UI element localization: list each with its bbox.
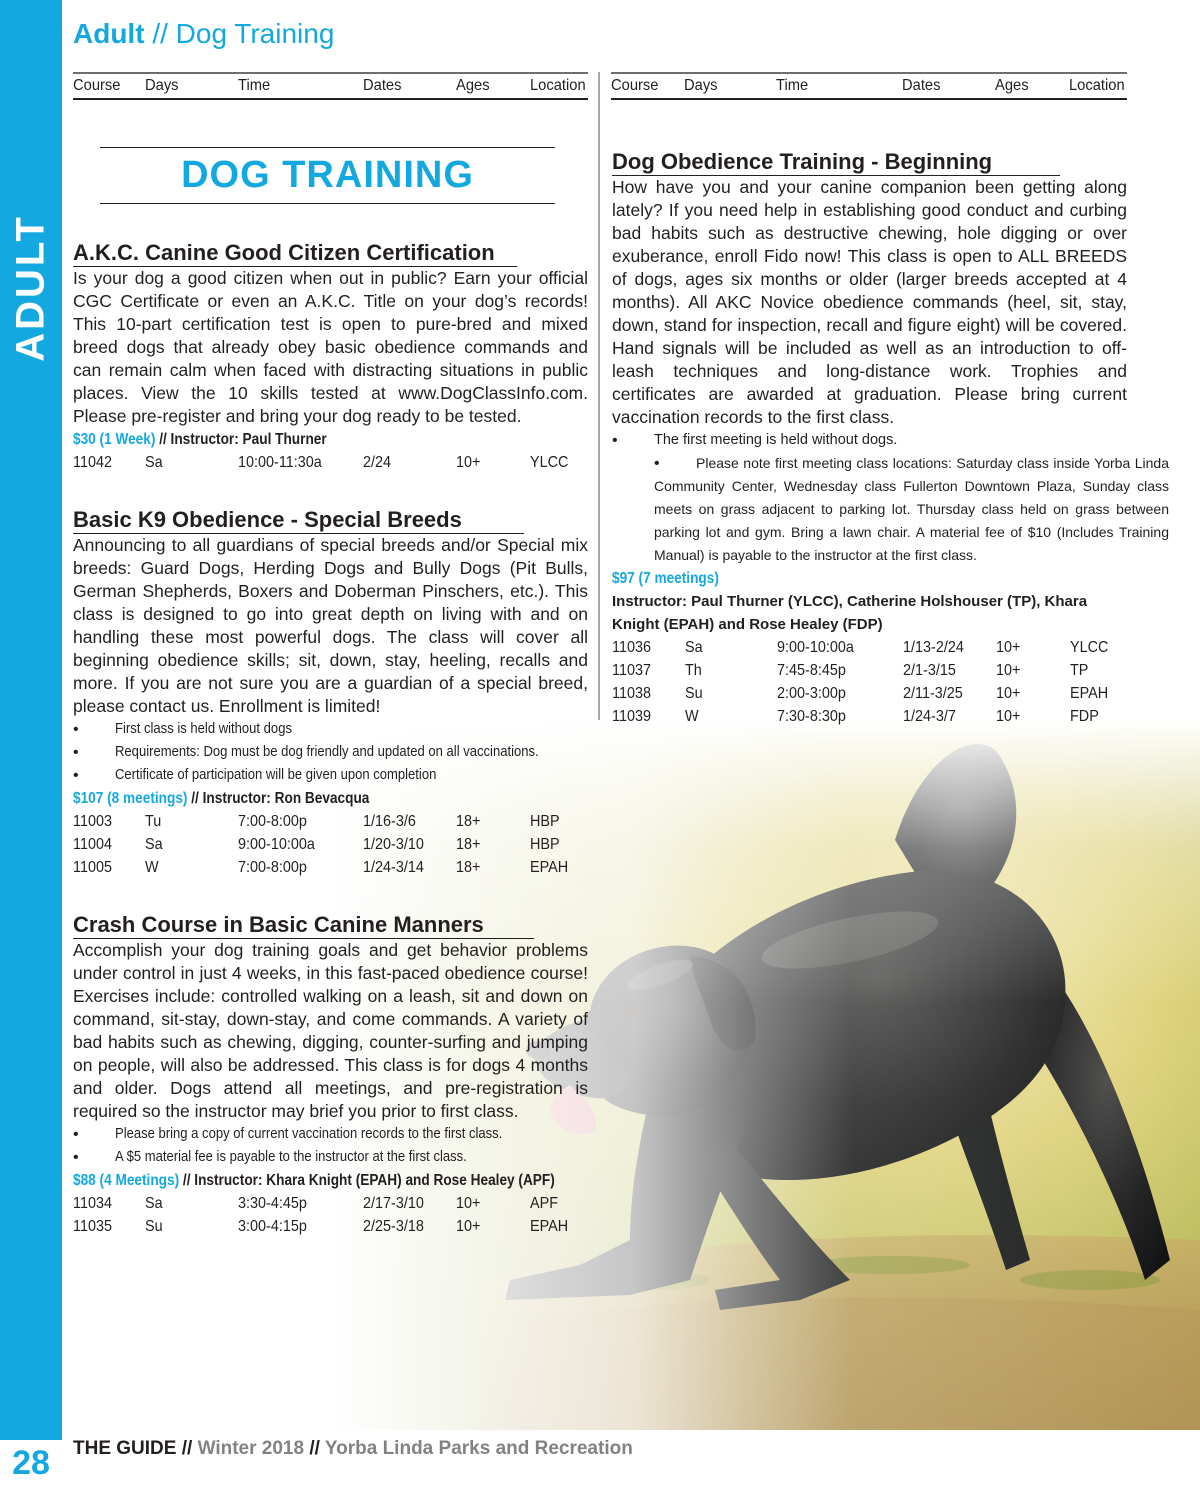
session-row: 11035 Su 3:00-4:15p 2/25-3/18 10+ EPAH <box>73 1218 569 1235</box>
course-price-line <box>73 787 588 810</box>
column-dates: Dates <box>363 77 402 94</box>
session-row: 11034 Sa 3:30-4:45p 2/17-3/10 10+ APF <box>73 1195 559 1212</box>
session-row <box>73 451 588 474</box>
footer-separator: // <box>304 1438 325 1459</box>
course-bullets <box>73 1123 588 1169</box>
footer-separator: // <box>176 1438 198 1459</box>
course-bullets <box>73 718 588 787</box>
column-header-left <box>73 72 588 100</box>
column-ages: Ages <box>456 77 490 94</box>
bullet-item: • Certificate of participation will be given upon completion <box>73 764 588 787</box>
session-row: 11004 Sa 9:00-10:00a 1/20-3/10 18+ HBP <box>73 836 560 853</box>
column-location: Location <box>530 77 586 94</box>
course-bullets <box>612 429 1169 567</box>
breadcrumb <box>73 18 334 50</box>
course-instructor: Instructor: Paul Thurner (YLCC), Catherine Holshouser (TP), Khara Knight (EPAH) and Rose Healey (FDP) <box>612 593 1088 633</box>
course-price-line <box>73 1169 588 1192</box>
column-time: Time <box>776 77 809 94</box>
session-ages: 10+ <box>456 454 481 471</box>
section-banner-title: DOG TRAINING <box>181 154 474 196</box>
bullet-item: • First class is held without dogs <box>73 718 588 741</box>
course-description: How have you and your canine companion been getting along lately? If you need help in establishing good conduct and curbing bad habits such as destructive chewing, hole digging or over exuberance, enroll Fido now! This class is open to ALL BREEDS of dogs, ages six months or older (larger breeds accepted at 4 months). All AKC Novice obedience commands (heel, sit, stay, down, stand for inspection, recall and figure eight) will be covered. Hand signals will be included as well as an introduction to off-leash techniques and long-distance work. Trophies and certificates are awarded at graduation. Please bring current vaccination records to the first class. <box>612 177 1127 427</box>
course-title: Basic K9 Obedience - Special Breeds <box>73 507 524 534</box>
course-instructor: // Instructor: Ron Bevacqua <box>187 790 370 807</box>
session-course: 11042 <box>73 454 112 471</box>
column-location: Location <box>1069 77 1125 94</box>
column-header-right <box>611 72 1127 100</box>
column-course: Course <box>611 77 659 94</box>
course-title: Dog Obedience Training - Beginning <box>612 149 1060 176</box>
session-row: 11005 W 7:00-8:00p 1/24-3/14 18+ EPAH <box>73 859 569 876</box>
session-location: YLCC <box>530 454 569 471</box>
session-row: 11039 W 7:30-8:30p 1/24-3/7 10+ FDP <box>612 708 1099 725</box>
session-dates: 2/24 <box>363 454 392 471</box>
breadcrumb-section: Adult <box>73 18 145 49</box>
course-crash-course <box>73 912 588 1238</box>
course-description: Announcing to all guardians of special breeds and/or Special mix breeds: Guard Dogs, Herding Dogs and Bully Dogs (Pit Bulls, German Shepherds, Boxers and Doberman Pinschers, etc.). This class is designed to go into great depth on living with and on handling these most powerful dogs. The class will cover all beginning obedience skills; sit, down, stay, heeling, recalls and more. If you are not sure you are a guardian of a special breed, please contact us. Enrollment is limited! <box>73 535 588 716</box>
session-day: Sa <box>145 454 163 471</box>
session-row: 11003 Tu 7:00-8:00p 1/16-3/6 18+ HBP <box>73 813 560 830</box>
course-description: Is your dog a good citizen when out in public? Earn your official CGC Certificate or even an A.K.C. Title on your dog’s records! This 10-part certification test is open to pure-bred and mixed breed dogs that already obey basic obedience commands and can remain calm when faced with distracting situations in public places. View the 10 skills tested at www.DogClassInfo.com. Please pre-register and bring your dog ready to be tested. <box>73 268 588 426</box>
footer-season: Winter 2018 <box>197 1438 305 1459</box>
course-price: $97 (7 meetings) <box>612 570 719 587</box>
course-price: $88 (4 Meetings) <box>73 1172 180 1189</box>
section-side-label: ADULT <box>8 214 53 362</box>
column-days: Days <box>145 77 179 94</box>
column-dates: Dates <box>902 77 941 94</box>
course-dog-obedience-beginning <box>612 149 1169 728</box>
course-price: $107 (8 meetings) <box>73 790 188 807</box>
course-title: A.K.C. Canine Good Citizen Certification <box>73 240 517 267</box>
course-title: Crash Course in Basic Canine Manners <box>73 912 534 939</box>
session-time: 10:00-11:30a <box>238 454 322 471</box>
bullet-item: • The first meeting is held without dogs. <box>612 429 1127 452</box>
bullet-item: • Requirements: Dog must be dog friendly and updated on all vaccinations. <box>73 741 588 764</box>
course-price-line <box>73 428 588 451</box>
course-instructor: // Instructor: Paul Thurner <box>155 431 327 448</box>
bullet-item: • A $5 material fee is payable to the instructor at the first class. <box>73 1146 588 1169</box>
column-ages: Ages <box>995 77 1029 94</box>
breadcrumb-topic: Dog Training <box>175 18 335 49</box>
banner-rule-bottom <box>100 203 555 204</box>
breadcrumb-separator: // <box>152 18 168 49</box>
course-k9-special-breeds <box>73 507 588 879</box>
course-price: $30 (1 Week) <box>73 431 156 448</box>
page-footer <box>73 1438 633 1460</box>
session-row: 11036 Sa 9:00-10:00a 1/13-2/24 10+ YLCC <box>612 639 1109 656</box>
bullet-item: • Please note first meeting class locations: Saturday class inside Yorba Linda Community Center, Wednesday class Fullerton Downtown Plaza, Sunday class meets on grass adjacent to parking lot. Thursday class held on grass between parking lot and gym. Bring a lawn chair. A material fee of $10 (Includes Training Manual) is payable to the instructor at the first class. <box>612 452 1127 567</box>
bullet-item: • Please bring a copy of current vaccination records to the first class. <box>73 1123 588 1146</box>
column-time: Time <box>238 77 271 94</box>
column-days: Days <box>684 77 718 94</box>
column-divider <box>598 72 600 722</box>
session-row: 11038 Su 2:00-3:00p 2/11-3/25 10+ EPAH <box>612 685 1109 702</box>
session-row: 11037 Th 7:45-8:45p 2/1-3/15 10+ TP <box>612 662 1089 679</box>
banner-rule-top <box>100 147 555 148</box>
course-akc <box>73 240 588 474</box>
column-course: Course <box>73 77 121 94</box>
page-number: 28 <box>12 1444 50 1482</box>
footer-guide: THE GUIDE <box>73 1438 177 1459</box>
footer-org: Yorba Linda Parks and Recreation <box>324 1438 633 1459</box>
course-instructor: // Instructor: Khara Knight (EPAH) and Rose Healey (APF) <box>179 1172 555 1189</box>
course-description: Accomplish your dog training goals and get behavior problems under control in just 4 weeks, in this fast-paced obedience course! Exercises include: controlled walking on a leash, sit and down on command, sit-stay, down-stay, and come commands. A variety of bad habits such as chewing, digging, counter-surfing and jumping on people, will also be addressed. This class is for dogs 4 months and older. Dogs attend all meetings, and pre-registration is required so the instructor may brief you prior to first class. <box>73 940 588 1121</box>
